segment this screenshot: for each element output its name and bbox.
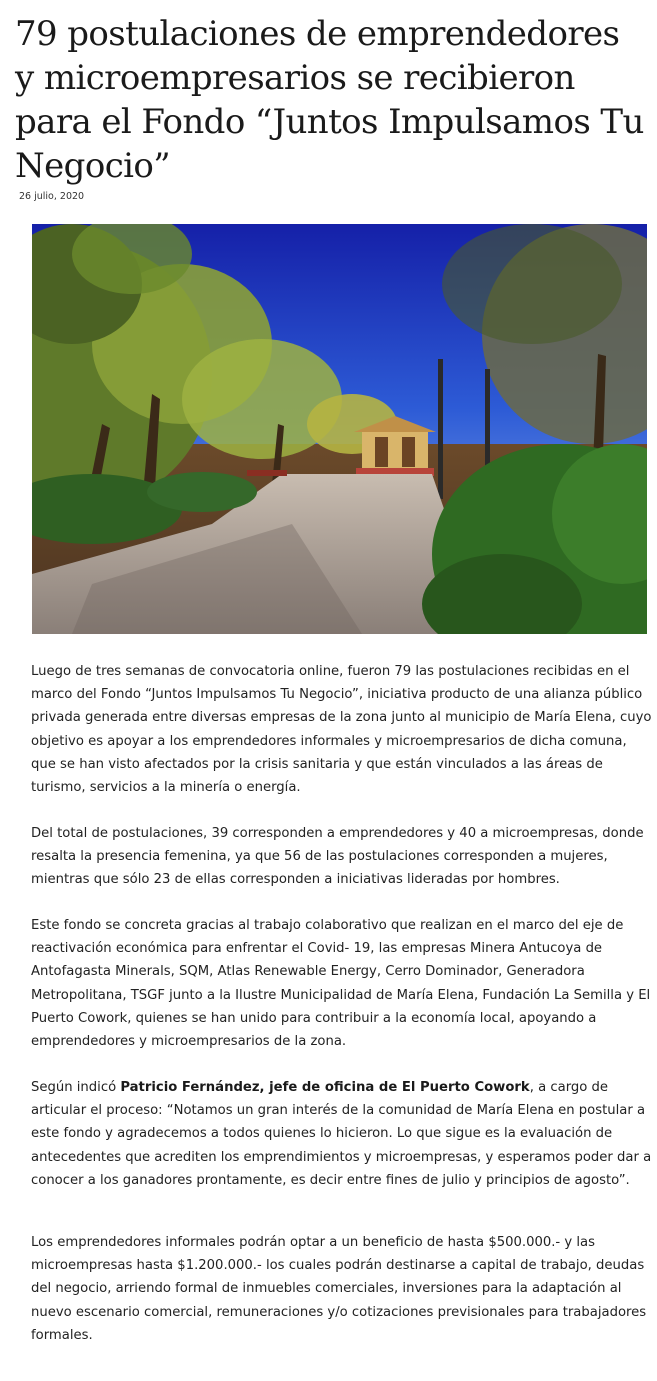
article-paragraph: Del total de postulaciones, 39 corresponden a emprendedores y 40 a microempresas, donde resalta la presencia femenina, ya que 56 de las postulaciones corresponden a mujeres, mientras que sólo 23 de ellas corresponden a iniciativas lideradas por hombres. [31, 826, 644, 888]
paragraph-text: , a cargo de articular el proceso: “Notamos un gran interés de la comunidad de María Elena en postular a este fondo y agradecemos a todos quienes lo hicieron. Lo que sigue es la evaluación de antecedentes que acrediten los emprendimientos y microempresas, y esperamos poder dar a conocer a los ganadores prontamente, es decir entre fines de julio y principios de agosto”. [31, 1080, 652, 1188]
article-paragraph: Luego de tres semanas de convocatoria online, fueron 79 las postulaciones recibidas en el marco del Fondo “Juntos Impulsamos Tu Negocio”, iniciativa producto de una alianza público privada generada entre diversas empresas de la zona junto al municipio de María Elena, cuyo objetivo es apoyar a los emprendedores informales y microempresarios de dicha comuna, que se han visto afectados por la crisis sanitaria y que están vinculados a las áreas de turismo, servicios a la minería o energía. [31, 664, 652, 796]
quoted-person: Patricio Fernández, jefe de oficina de El Puerto Cowork [120, 1080, 530, 1095]
article-paragraph: Los emprendedores informales podrán optar a un beneficio de hasta $500.000.- y las microempresas hasta $1.200.000.- los cuales podrán destinarse a capital de trabajo, deudas del negocio, arriendo formal de inmuebles comerciales, inversiones para la adaptación al nuevo escenario comercial, remuneraciones y/o cotizaciones previsionales para trabajadores formales. [31, 1235, 647, 1343]
article-title: 79 postulaciones de emprendedores y microempresarios se recibieron para el Fondo “Juntos Impulsamos Tu Negocio” [15, 14, 644, 186]
article-paragraph [31, 1076, 655, 1192]
publish-date: 26 julio, 2020 [19, 191, 85, 202]
article-paragraph: Este fondo se concreta gracias al trabajo colaborativo que realizan en el marco del eje de reactivación económica para enfrentar el Covid- 19, las empresas Minera Antucoya de Antofagasta Minerals, SQM, Atlas Renewable Energy, Cerro Dominador, Generadora Metropolitana, TSGF junto a la Ilustre Municipalidad de María Elena, Fundación La Semilla y El Puerto Cowork, quienes se han unido para contribuir a la economía local, apoyando a emprendedores y microempresarios de la zona. [31, 918, 651, 1050]
paragraph-text: Según indicó [31, 1080, 121, 1095]
article-photo [32, 224, 647, 634]
